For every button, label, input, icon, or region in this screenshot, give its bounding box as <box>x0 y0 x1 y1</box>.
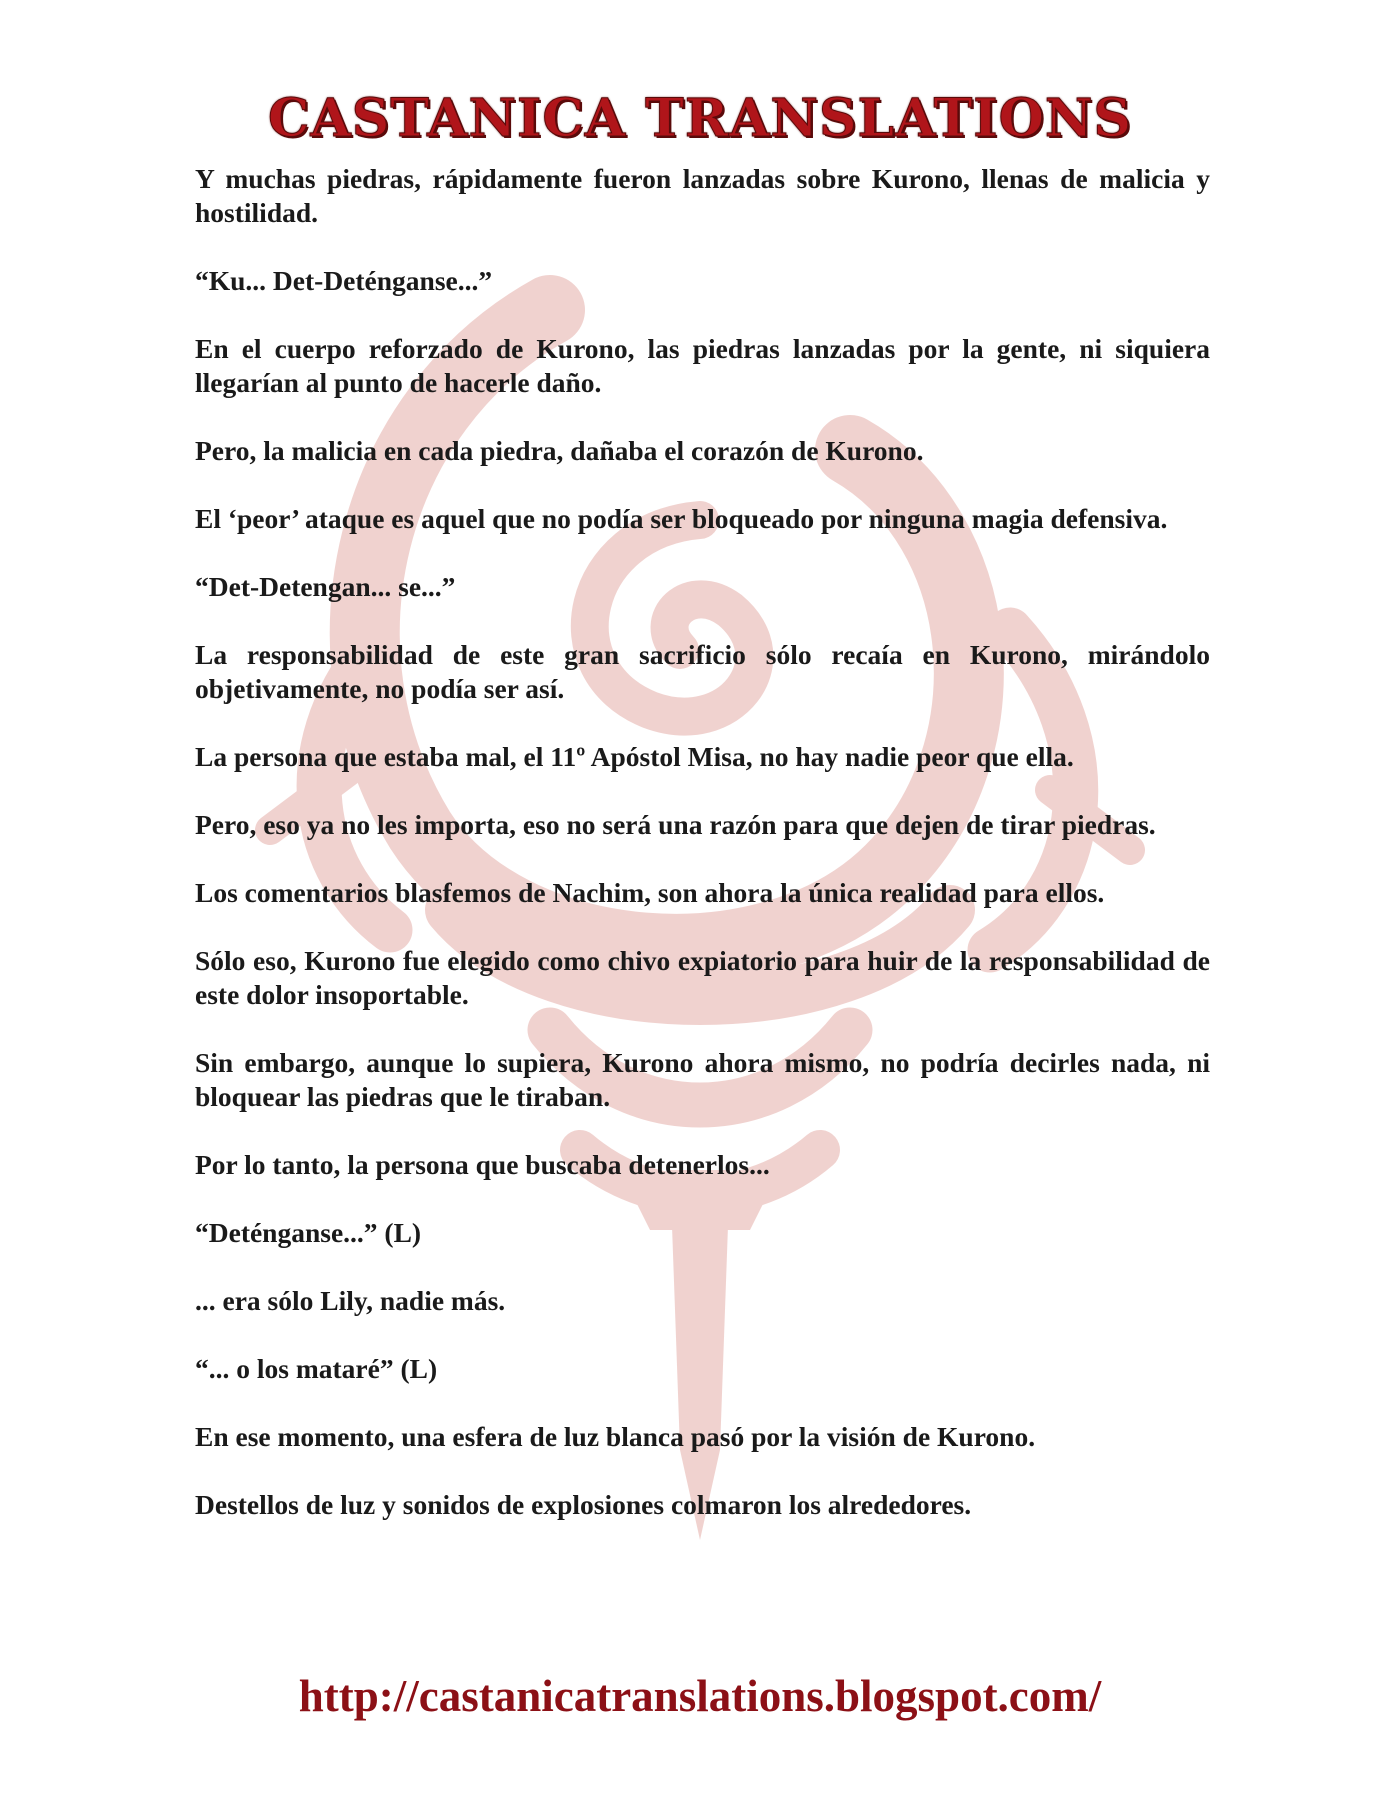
paragraph: Sólo eso, Kurono fue elegido como chivo expiatorio para huir de la responsabilidad de este dolor insoportable. <box>195 945 1210 1010</box>
paragraph: Los comentarios blasfemos de Nachim, son ahora la única realidad para ellos. <box>195 877 1105 908</box>
paragraph: Por lo tanto, la persona que buscaba detenerlos... <box>195 1149 770 1180</box>
paragraph: Sin embargo, aunque lo supiera, Kurono ahora mismo, no podría decirles nada, ni bloquear las piedras que le tiraban. <box>195 1047 1210 1112</box>
paragraph: La responsabilidad de este gran sacrificio sólo recaía en Kurono, mirándolo objetivamente, no podía ser así. <box>195 639 1210 704</box>
paragraph: La persona que estaba mal, el 11º Apóstol Misa, no hay nadie peor que ella. <box>195 741 1074 772</box>
paragraph: “Ku... Det-Deténganse...” <box>195 265 493 296</box>
paragraph: Pero, eso ya no les importa, eso no será una razón para que dejen de tirar piedras. <box>195 809 1156 840</box>
paragraph: Destellos de luz y sonidos de explosiones colmaron los alrededores. <box>195 1489 972 1520</box>
paragraph: “... o los mataré” (L) <box>195 1353 438 1384</box>
paragraph: ... era sólo Lily, nadie más. <box>195 1285 506 1316</box>
paragraph: En ese momento, una esfera de luz blanca pasó por la visión de Kurono. <box>195 1421 1036 1452</box>
paragraph: “Det-Detengan... se...” <box>195 571 456 602</box>
paragraph: “Deténganse...” (L) <box>195 1217 422 1248</box>
paragraph: Y muchas piedras, rápidamente fueron lanzadas sobre Kurono, llenas de malicia y hostilidad. <box>195 163 1210 228</box>
footer-url-link[interactable]: http://castanicatranslations.blogspot.com/ <box>298 1671 1102 1721</box>
header-title: CASTANICA TRANSLATIONS <box>268 88 1132 149</box>
document-body <box>195 162 1210 1556</box>
paragraph: En el cuerpo reforzado de Kurono, las piedras lanzadas por la gente, ni siquiera llegarían al punto de hacerle daño. <box>195 333 1210 398</box>
paragraph: El ‘peor’ ataque es aquel que no podía ser bloqueado por ninguna magia defensiva. <box>195 503 1168 534</box>
paragraph: Pero, la malicia en cada piedra, dañaba el corazón de Kurono. <box>195 435 924 466</box>
